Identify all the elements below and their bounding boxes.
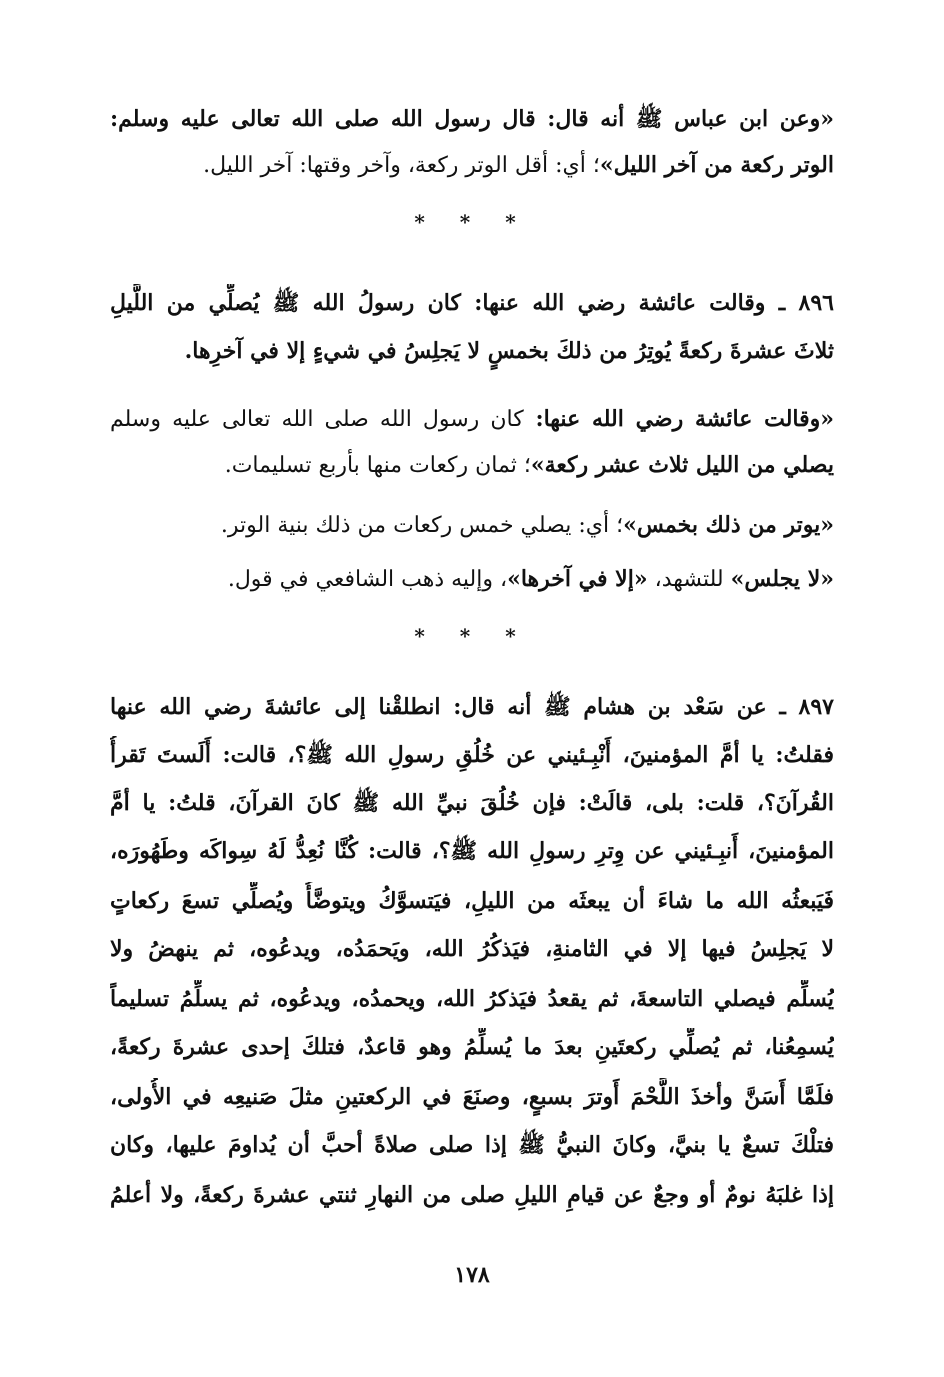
- bold-text-segment: يصلي من الليل ثلاث عشر ركعة»: [530, 452, 834, 478]
- bold-text-segment: إذا غلبَهُ نومٌ أو وجعٌ عن قيامِ الليلِ صلى من النهارِ ثنتي عشرةَ ركعةً، ولا أعلمُ: [110, 1182, 834, 1208]
- text-segment: ؛ أي: يصلي خمس ركعات من ذلك بنية الوتر.: [220, 513, 624, 538]
- bold-text-segment: الوتر ركعة من آخر الليل»: [599, 152, 834, 178]
- bold-text-segment: المؤمنينَ، أَنبِـئيني عن وِترِ رسولِ الله ﷺ؟، قالت: كُنَّا نُعِدُّ لَهُ سِواكَه وطَهُورَه،: [110, 838, 834, 864]
- text-line: [110, 506, 834, 545]
- text-line: [110, 980, 834, 1019]
- text-segment: كان رسول الله صلى الله تعالى عليه وسلم: [110, 407, 524, 432]
- text-segment: ، وإليه ذهب الشافعي في قول.: [227, 567, 508, 592]
- text-line: [110, 560, 834, 599]
- text-line: [110, 688, 834, 727]
- bold-text-segment: ثلاثَ عشرةَ ركعةً يُوتِرُ من ذلكَ بخمسٍ لا يَجلِسُ في شيءٍ إلا في آخرِها.: [184, 338, 834, 364]
- text-segment: ؛ أي: أقل الوتر ركعة، وآخر وقتها: آخر الليل.: [203, 153, 600, 178]
- text-line: [110, 1126, 834, 1165]
- text-line: [110, 332, 834, 371]
- text-segment: للتشهد،: [647, 567, 731, 592]
- text-line: [110, 736, 834, 775]
- section-separator: * * *: [414, 624, 530, 648]
- text-line: [110, 400, 834, 439]
- text-segment: ؛ ثمان ركعات منها بأربع تسليمات.: [224, 453, 531, 478]
- bold-text-segment: لا يَجلِسُ فيها إلا في الثامنةِ، فيَذكُرُ الله، ويَحمَدُه، ويدعُوه، ثم ينهضُ ولا: [110, 936, 834, 962]
- text-line: [110, 100, 834, 139]
- bold-text-segment: «لا يجلس»: [730, 566, 834, 592]
- text-line: [110, 784, 834, 823]
- bold-text-segment: فلَمَّا أَسَنَّ وأخذَ اللَّحْمَ أَوترَ بسبعٍ، وصنَعَ في الركعتينِ مثلَ صَنيعِه في الأُولى،: [110, 1084, 834, 1110]
- text-line: [110, 1028, 834, 1067]
- bold-text-segment: «إلا في آخرها»: [507, 566, 648, 592]
- bold-text-segment: ٨٩٦ ـ وقالت عائشة رضي الله عنها: كان رسولُ الله ﷺ يُصلِّي من اللَّيلِ: [110, 290, 834, 316]
- page-number: ١٧٨: [454, 1262, 490, 1288]
- bold-text-segment: فتلْكَ تسعٌ يا بنيَّ، وكانَ النبيُّ ﷺ إذا صلى صلاةً أحبَّ أن يُداومَ عليها، وكان: [110, 1132, 834, 1158]
- bold-text-segment: ٨٩٧ ـ عن سَعْد بن هشام ﷺ أنه قال: انطلقْنا إلى عائشةَ رضي الله عنها: [110, 694, 834, 720]
- text-line: [110, 284, 834, 323]
- section-separator: * * *: [414, 210, 530, 234]
- bold-text-segment: «وعن ابن عباس ﷺ أنه قال: قال رسول الله صلى الله تعالى عليه وسلم:: [110, 106, 834, 132]
- text-line: [110, 1078, 834, 1117]
- text-line: [110, 146, 834, 185]
- bold-text-segment: «وقالت عائشة رضي الله عنها:: [523, 406, 834, 432]
- text-line: [110, 930, 834, 969]
- bold-text-segment: فقلتُ: يا أمَّ المؤمنينَ، أَنْبِـئيني عن خُلُقِ رسولِ الله ﷺ؟، قالت: أَلَستَ تَقرأُ: [110, 742, 834, 768]
- text-line: [110, 446, 834, 485]
- bold-text-segment: «يوتر من ذلك بخمس»: [623, 512, 834, 538]
- bold-text-segment: يُسمِعُنا، ثم يُصلِّي ركعتَينِ بعدَ ما يُسلِّمُ وهو قاعدٌ، فتلكَ إحدى عشرةَ ركعةً،: [110, 1034, 834, 1060]
- bold-text-segment: القُرآنَ؟، قلت: بلى، قالَتْ: فإن خُلُقَ نبيِّ الله ﷺ كانَ القرآنَ، قلتُ: يا أمَّ: [110, 790, 834, 816]
- bold-text-segment: فَيَبعثُه الله ما شاءَ أن يبعثَه من الليلِ، فيَتسوَّكُ ويتوضَّأُ ويُصلِّي تسعَ ركعاتٍ: [110, 888, 834, 914]
- text-line: [110, 832, 834, 871]
- bold-text-segment: يُسلِّم فيصلي التاسعةَ، ثم يقعدُ فيَذكرُ الله، ويحمدُه، ويدعُوه، ثم يسلِّمُ تسليماً: [110, 986, 834, 1012]
- text-line: [110, 882, 834, 921]
- text-line: [110, 1176, 834, 1215]
